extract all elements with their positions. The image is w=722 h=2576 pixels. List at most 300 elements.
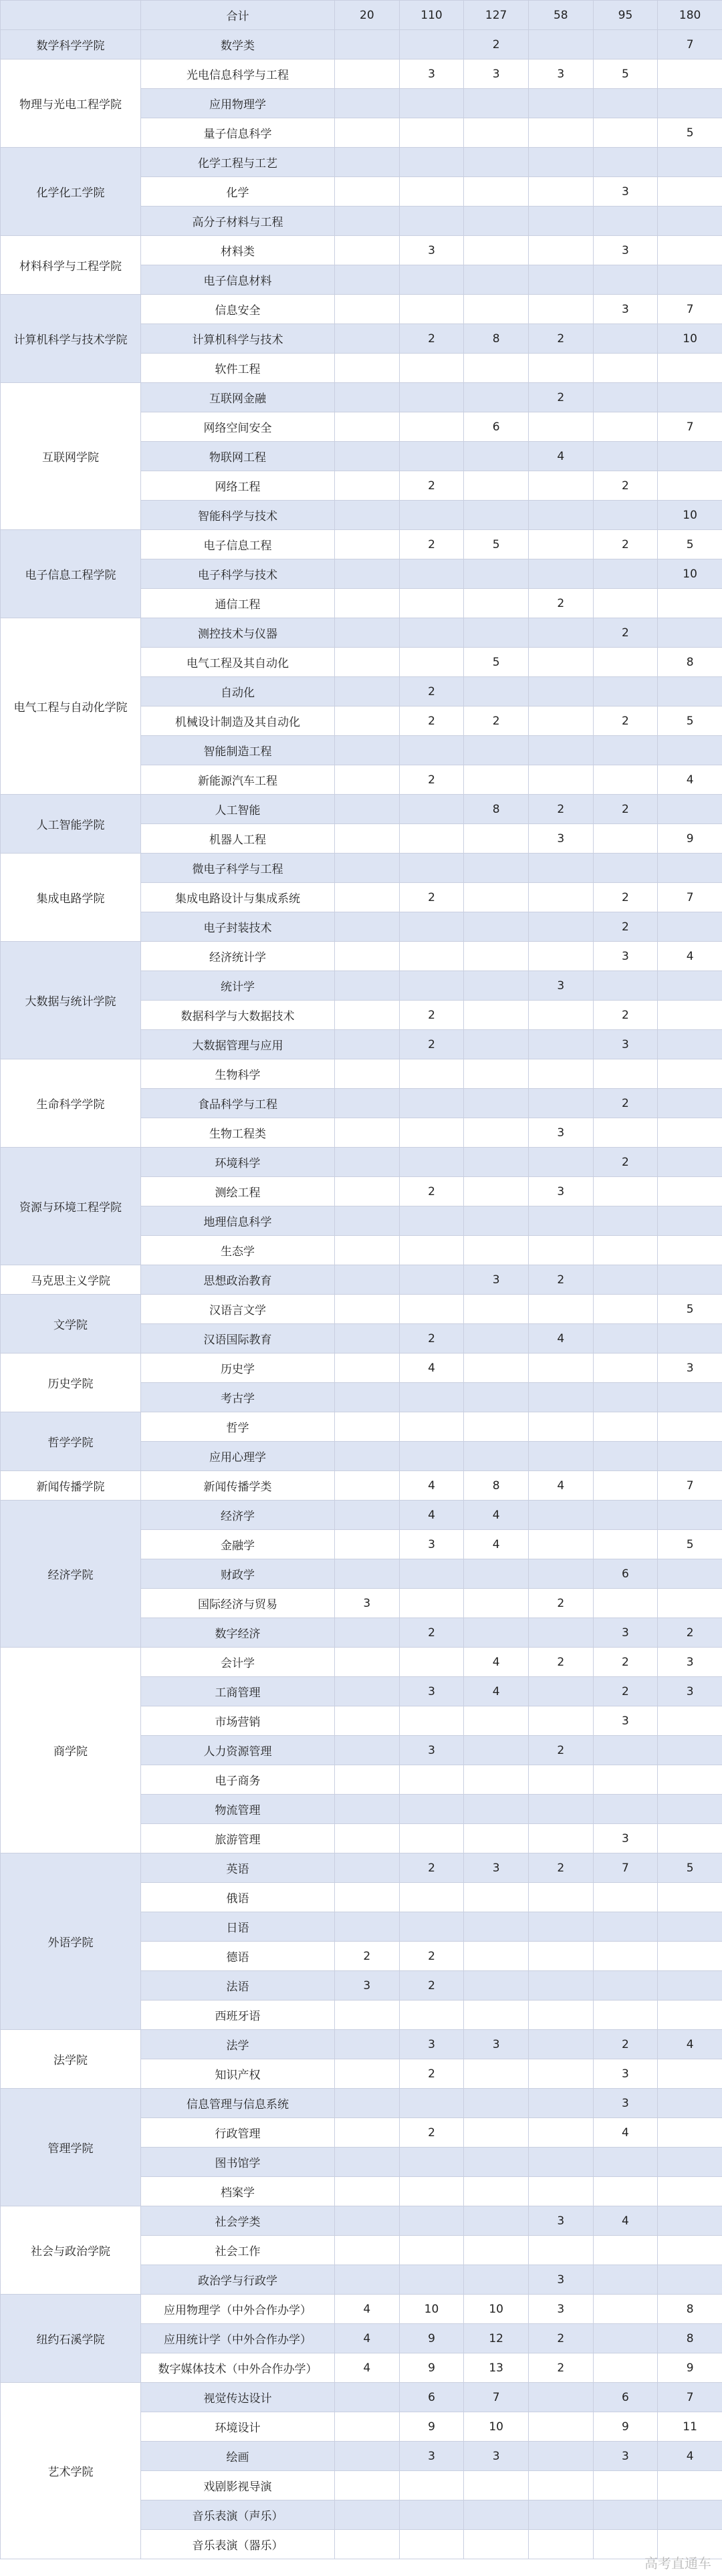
header-col: 95 — [593, 1, 658, 30]
table-row — [1, 30, 722, 59]
major-name-cell: 视觉传达设计 — [141, 2383, 335, 2412]
count-cell — [335, 1295, 400, 1324]
count-cell — [335, 1736, 400, 1765]
table-row — [1, 1295, 722, 1324]
school-name-cell: 哲学学院 — [1, 1412, 141, 1471]
count-cell — [335, 1677, 400, 1706]
header-blank — [1, 1, 141, 30]
count-cell — [528, 118, 593, 148]
count-cell — [335, 2265, 400, 2295]
count-cell: 2 — [399, 706, 464, 736]
count-cell: 3 — [464, 2030, 529, 2059]
count-cell: 3 — [593, 295, 658, 324]
count-cell: 5 — [658, 706, 722, 736]
count-cell — [335, 118, 400, 148]
count-cell — [593, 1295, 658, 1324]
count-cell — [528, 1089, 593, 1118]
count-cell — [399, 559, 464, 589]
count-cell — [658, 1177, 722, 1206]
major-name-cell: 数据科学与大数据技术 — [141, 1001, 335, 1030]
count-cell: 2 — [528, 2353, 593, 2383]
count-cell — [528, 1971, 593, 2001]
count-cell: 5 — [658, 1295, 722, 1324]
count-cell — [399, 1236, 464, 1265]
count-cell: 7 — [658, 1471, 722, 1501]
school-name-cell: 新闻传播学院 — [1, 1471, 141, 1501]
count-cell — [593, 2001, 658, 2030]
count-cell: 2 — [593, 883, 658, 912]
count-cell — [593, 442, 658, 471]
count-cell — [658, 1736, 722, 1765]
count-cell — [528, 1206, 593, 1236]
count-cell — [593, 1912, 658, 1942]
count-cell — [399, 795, 464, 824]
count-cell — [528, 1824, 593, 1853]
count-cell — [399, 383, 464, 412]
count-cell — [593, 1736, 658, 1765]
count-cell: 3 — [658, 1354, 722, 1383]
header-col: 127 — [464, 1, 529, 30]
count-cell — [335, 1530, 400, 1559]
count-cell — [335, 971, 400, 1001]
count-cell — [593, 648, 658, 677]
count-cell: 10 — [658, 324, 722, 354]
count-cell — [335, 1618, 400, 1648]
major-name-cell: 国际经济与贸易 — [141, 1589, 335, 1618]
table-row — [1, 1354, 722, 1383]
count-cell — [593, 354, 658, 383]
count-cell — [658, 177, 722, 207]
count-cell — [593, 677, 658, 706]
count-cell — [464, 1765, 529, 1795]
count-cell — [335, 265, 400, 295]
count-cell: 10 — [658, 559, 722, 589]
count-cell — [528, 1383, 593, 1412]
count-cell — [658, 1324, 722, 1354]
count-cell — [528, 1236, 593, 1265]
count-cell: 3 — [464, 1265, 529, 1295]
major-name-cell: 档案学 — [141, 2177, 335, 2206]
count-cell — [528, 2089, 593, 2118]
count-cell: 2 — [593, 2030, 658, 2059]
count-cell — [658, 1118, 722, 1148]
header-col: 110 — [399, 1, 464, 30]
count-cell — [399, 2471, 464, 2500]
count-cell — [464, 618, 529, 648]
count-cell — [335, 942, 400, 971]
count-cell: 3 — [464, 1853, 529, 1883]
school-name-cell: 马克思主义学院 — [1, 1265, 141, 1295]
count-cell: 2 — [399, 1177, 464, 1206]
count-cell — [528, 1001, 593, 1030]
count-cell — [464, 1059, 529, 1089]
major-name-cell: 电子封装技术 — [141, 912, 335, 942]
count-cell: 2 — [399, 1853, 464, 1883]
major-name-cell: 考古学 — [141, 1383, 335, 1412]
count-cell — [464, 2471, 529, 2500]
major-name-cell: 智能科学与技术 — [141, 501, 335, 530]
count-cell — [464, 2118, 529, 2148]
count-cell — [335, 589, 400, 618]
count-cell — [335, 295, 400, 324]
count-cell — [464, 1324, 529, 1354]
count-cell — [464, 1236, 529, 1265]
count-cell — [658, 1206, 722, 1236]
count-cell — [658, 383, 722, 412]
count-cell — [335, 1442, 400, 1471]
count-cell — [464, 1383, 529, 1412]
major-name-cell: 互联网金融 — [141, 383, 335, 412]
count-cell: 7 — [658, 883, 722, 912]
count-cell: 7 — [658, 2383, 722, 2412]
count-cell — [593, 148, 658, 177]
major-name-cell: 市场营销 — [141, 1706, 335, 1736]
count-cell — [464, 2059, 529, 2089]
count-cell: 3 — [528, 824, 593, 854]
count-cell — [464, 442, 529, 471]
count-cell — [335, 2118, 400, 2148]
count-cell — [658, 1001, 722, 1030]
school-name-cell: 数学科学学院 — [1, 30, 141, 59]
count-cell — [593, 1206, 658, 1236]
count-cell — [399, 295, 464, 324]
count-cell: 4 — [464, 1677, 529, 1706]
count-cell: 4 — [335, 2324, 400, 2353]
count-cell — [528, 648, 593, 677]
count-cell: 2 — [399, 677, 464, 706]
count-cell: 3 — [593, 1618, 658, 1648]
count-cell: 2 — [528, 2324, 593, 2353]
count-cell — [399, 1265, 464, 1295]
table-row — [1, 2089, 722, 2118]
count-cell — [464, 677, 529, 706]
count-cell — [464, 2089, 529, 2118]
count-cell — [528, 2030, 593, 2059]
count-cell: 4 — [528, 1324, 593, 1354]
count-cell: 3 — [658, 1677, 722, 1706]
count-cell — [658, 1089, 722, 1118]
major-name-cell: 英语 — [141, 1853, 335, 1883]
count-cell: 2 — [528, 1265, 593, 1295]
count-cell — [528, 677, 593, 706]
major-name-cell: 戏剧影视导演 — [141, 2471, 335, 2500]
count-cell — [658, 1883, 722, 1912]
major-name-cell: 测绘工程 — [141, 1177, 335, 1206]
count-cell — [464, 1559, 529, 1589]
count-cell: 5 — [658, 1853, 722, 1883]
count-cell: 2 — [399, 1030, 464, 1059]
count-cell — [528, 618, 593, 648]
table-row — [1, 2030, 722, 2059]
count-cell — [528, 30, 593, 59]
count-cell — [335, 236, 400, 265]
count-cell: 2 — [399, 530, 464, 559]
count-cell — [464, 824, 529, 854]
count-cell: 3 — [464, 59, 529, 89]
table-row — [1, 236, 722, 265]
count-cell — [335, 1206, 400, 1236]
count-cell — [335, 824, 400, 854]
major-name-cell: 机器人工程 — [141, 824, 335, 854]
major-name-cell: 政治学与行政学 — [141, 2265, 335, 2295]
count-cell — [335, 1089, 400, 1118]
count-cell — [399, 207, 464, 236]
table-row — [1, 618, 722, 648]
count-cell — [399, 1206, 464, 1236]
school-name-cell: 商学院 — [1, 1648, 141, 1853]
count-cell: 4 — [335, 2353, 400, 2383]
table-row — [1, 530, 722, 559]
count-cell — [658, 795, 722, 824]
count-cell: 2 — [593, 706, 658, 736]
major-name-cell: 集成电路设计与集成系统 — [141, 883, 335, 912]
count-cell: 2 — [335, 1942, 400, 1971]
count-cell: 2 — [593, 618, 658, 648]
watermark-text: 高考直通车 — [644, 2555, 711, 2571]
count-cell — [593, 2236, 658, 2265]
count-cell — [528, 1030, 593, 1059]
count-cell: 11 — [658, 2412, 722, 2442]
count-cell — [335, 559, 400, 589]
count-cell — [399, 442, 464, 471]
count-cell — [593, 736, 658, 765]
count-cell: 8 — [658, 2295, 722, 2324]
count-cell — [335, 2059, 400, 2089]
count-cell — [528, 2118, 593, 2148]
count-cell: 5 — [464, 648, 529, 677]
major-name-cell: 思想政治教育 — [141, 1265, 335, 1295]
count-cell: 3 — [399, 59, 464, 89]
count-cell — [528, 559, 593, 589]
count-cell — [399, 1706, 464, 1736]
count-cell — [399, 89, 464, 118]
count-cell — [464, 1942, 529, 1971]
count-cell — [399, 501, 464, 530]
count-cell: 2 — [399, 1942, 464, 1971]
count-cell — [593, 971, 658, 1001]
count-cell: 5 — [593, 59, 658, 89]
school-name-cell: 材料科学与工程学院 — [1, 236, 141, 295]
count-cell: 4 — [464, 1648, 529, 1677]
count-cell: 3 — [528, 2265, 593, 2295]
count-cell — [528, 942, 593, 971]
count-cell: 2 — [593, 1148, 658, 1177]
count-cell: 3 — [593, 1030, 658, 1059]
count-cell — [335, 383, 400, 412]
count-cell — [399, 912, 464, 942]
major-name-cell: 知识产权 — [141, 2059, 335, 2089]
count-cell: 2 — [528, 1589, 593, 1618]
school-name-cell: 法学院 — [1, 2030, 141, 2089]
count-cell: 2 — [593, 1677, 658, 1706]
count-cell: 5 — [658, 1530, 722, 1559]
count-cell — [593, 1530, 658, 1559]
count-cell — [464, 1971, 529, 2001]
count-cell — [593, 1471, 658, 1501]
count-cell: 3 — [658, 1648, 722, 1677]
count-cell — [464, 1589, 529, 1618]
count-cell — [335, 1706, 400, 1736]
major-name-cell: 电气工程及其自动化 — [141, 648, 335, 677]
count-cell — [399, 2530, 464, 2559]
major-name-cell: 俄语 — [141, 1883, 335, 1912]
count-cell: 4 — [335, 2295, 400, 2324]
count-cell — [528, 236, 593, 265]
count-cell — [335, 442, 400, 471]
major-name-cell: 通信工程 — [141, 589, 335, 618]
count-cell — [335, 2177, 400, 2206]
table-row — [1, 1471, 722, 1501]
count-cell — [399, 648, 464, 677]
count-cell — [593, 2148, 658, 2177]
major-name-cell: 网络空间安全 — [141, 412, 335, 442]
count-cell — [399, 30, 464, 59]
count-cell — [658, 854, 722, 883]
count-cell — [335, 1001, 400, 1030]
count-cell: 2 — [399, 765, 464, 795]
major-name-cell: 物流管理 — [141, 1795, 335, 1824]
count-cell — [335, 912, 400, 942]
count-cell — [464, 1795, 529, 1824]
count-cell — [464, 1295, 529, 1324]
major-name-cell: 应用统计学（中外合作办学） — [141, 2324, 335, 2353]
count-cell: 7 — [593, 1853, 658, 1883]
count-cell — [658, 1824, 722, 1853]
count-cell — [464, 1912, 529, 1942]
count-cell: 3 — [528, 2295, 593, 2324]
count-cell — [528, 1148, 593, 1177]
count-cell — [335, 148, 400, 177]
count-cell — [399, 971, 464, 1001]
major-name-cell: 西班牙语 — [141, 2001, 335, 2030]
count-cell — [528, 1559, 593, 1589]
major-name-cell: 汉语国际教育 — [141, 1324, 335, 1354]
count-cell — [399, 1412, 464, 1442]
major-name-cell: 图书馆学 — [141, 2148, 335, 2177]
major-name-cell: 生物科学 — [141, 1059, 335, 1089]
count-cell — [464, 559, 529, 589]
count-cell: 2 — [464, 30, 529, 59]
count-cell — [593, 2295, 658, 2324]
count-cell — [335, 736, 400, 765]
count-cell: 4 — [528, 1471, 593, 1501]
count-cell — [399, 942, 464, 971]
count-cell — [528, 1942, 593, 1971]
count-cell — [464, 736, 529, 765]
count-cell — [658, 2089, 722, 2118]
count-cell — [658, 912, 722, 942]
major-name-cell: 数字媒体技术（中外合作办学） — [141, 2353, 335, 2383]
count-cell — [399, 1442, 464, 1471]
count-cell — [399, 1912, 464, 1942]
major-name-cell: 应用心理学 — [141, 1442, 335, 1471]
count-cell — [464, 765, 529, 795]
count-cell — [399, 854, 464, 883]
count-cell — [593, 1412, 658, 1442]
count-cell — [658, 265, 722, 295]
count-cell — [658, 2206, 722, 2236]
count-cell — [658, 1412, 722, 1442]
header-total-label: 合计 — [141, 1, 335, 30]
major-name-cell: 物联网工程 — [141, 442, 335, 471]
count-cell — [399, 1059, 464, 1089]
count-cell: 6 — [593, 1559, 658, 1589]
count-cell: 9 — [658, 824, 722, 854]
count-cell — [528, 295, 593, 324]
count-cell: 3 — [593, 2089, 658, 2118]
count-cell — [528, 207, 593, 236]
count-cell: 2 — [528, 324, 593, 354]
count-cell — [335, 648, 400, 677]
count-cell: 8 — [464, 795, 529, 824]
count-cell — [464, 2500, 529, 2530]
count-cell — [399, 118, 464, 148]
count-cell — [658, 2265, 722, 2295]
count-cell — [528, 412, 593, 442]
school-name-cell: 社会与政治学院 — [1, 2206, 141, 2295]
count-cell — [335, 89, 400, 118]
count-cell — [528, 2471, 593, 2500]
count-cell — [399, 148, 464, 177]
major-name-cell: 环境科学 — [141, 1148, 335, 1177]
major-name-cell: 社会工作 — [141, 2236, 335, 2265]
count-cell: 13 — [464, 2353, 529, 2383]
count-cell — [335, 883, 400, 912]
count-cell — [335, 2030, 400, 2059]
count-cell — [658, 442, 722, 471]
count-cell — [335, 1236, 400, 1265]
header-row — [1, 1, 722, 30]
count-cell — [335, 1354, 400, 1383]
count-cell — [464, 2265, 529, 2295]
count-cell — [399, 412, 464, 442]
count-cell — [593, 501, 658, 530]
school-name-cell: 集成电路学院 — [1, 854, 141, 942]
count-cell: 10 — [464, 2295, 529, 2324]
count-cell — [335, 1853, 400, 1883]
count-cell — [528, 265, 593, 295]
table-row — [1, 148, 722, 177]
table-row — [1, 795, 722, 824]
count-cell — [399, 1089, 464, 1118]
count-cell — [658, 1236, 722, 1265]
count-cell — [528, 501, 593, 530]
count-cell — [528, 1354, 593, 1383]
count-cell — [335, 2001, 400, 2030]
major-name-cell: 数字经济 — [141, 1618, 335, 1648]
count-cell: 7 — [658, 30, 722, 59]
count-cell — [528, 736, 593, 765]
count-cell — [658, 471, 722, 501]
count-cell — [335, 706, 400, 736]
count-cell — [399, 2177, 464, 2206]
count-cell — [528, 706, 593, 736]
count-cell: 5 — [658, 530, 722, 559]
table-row — [1, 942, 722, 971]
count-cell — [593, 854, 658, 883]
count-cell — [335, 354, 400, 383]
count-cell — [335, 1059, 400, 1089]
count-cell — [528, 148, 593, 177]
count-cell: 10 — [399, 2295, 464, 2324]
school-name-cell: 互联网学院 — [1, 383, 141, 530]
table-row — [1, 1648, 722, 1677]
major-name-cell: 社会学类 — [141, 2206, 335, 2236]
count-cell — [335, 177, 400, 207]
count-cell: 3 — [335, 1589, 400, 1618]
count-cell — [399, 2236, 464, 2265]
major-name-cell: 机械设计制造及其自动化 — [141, 706, 335, 736]
